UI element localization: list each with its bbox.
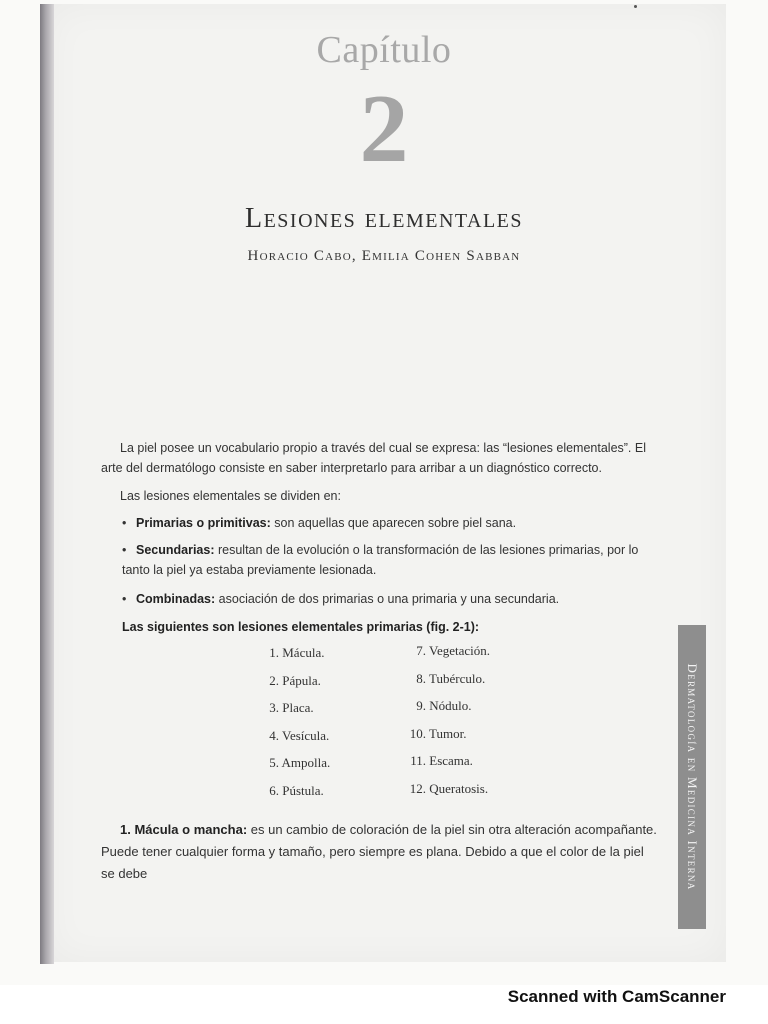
lesion-list-right <box>409 643 490 808</box>
chapter-word: Capítulo <box>316 29 452 71</box>
list-label: Ampolla. <box>281 755 331 770</box>
bullet-icon: • <box>122 543 127 557</box>
list-label: Queratosis. <box>429 780 489 796</box>
bullet-term: Secundarias: <box>136 543 215 557</box>
bullet-text: son aquellas que aparecen sobre piel sana. <box>270 516 517 530</box>
list-label: Vesícula. <box>282 727 330 743</box>
list-number: 2. <box>269 672 279 688</box>
chapter-number: 2 <box>359 75 409 183</box>
list-item <box>266 700 330 728</box>
list-number: 3. <box>269 700 279 715</box>
bullet-primarias <box>122 513 662 533</box>
list-item <box>409 671 490 699</box>
list-label: Pápula. <box>282 672 321 688</box>
list-item <box>409 643 490 671</box>
bullet-term: Primarias o primitivas: <box>136 516 271 530</box>
list-item <box>266 755 330 783</box>
list-label: Nódulo. <box>429 698 472 713</box>
bullet-icon: • <box>122 592 127 606</box>
list-label: Tubérculo. <box>429 670 486 686</box>
list-label: Pústula. <box>282 782 324 798</box>
bullet-icon: • <box>122 516 127 530</box>
lesion-list-left <box>266 645 330 810</box>
list-number: 9. <box>416 698 426 713</box>
bullet-text: asociación de dos primarias o una primaria y una secundaria. <box>215 592 560 606</box>
bullet-secundarias <box>122 540 662 580</box>
scanner-watermark: Scanned with CamScanner <box>507 987 726 1006</box>
macula-paragraph <box>101 819 657 885</box>
list-number: 7. <box>416 643 426 658</box>
list-number: 10. <box>409 725 426 741</box>
intro-paragraph: La piel posee un vocabulario propio a través del cual se expresa: las “lesiones elementales”. El arte del dermatólogo consiste en saber interpretarlo para arribar a un diagnóstico correcto. <box>101 441 646 475</box>
bullet-text: resultan de la evolución o la transformación de las lesiones primarias, por lo tanto la piel ya estaba previamente lesionada. <box>122 543 639 577</box>
list-item <box>409 753 490 781</box>
list-item <box>266 783 330 811</box>
list-number: 8. <box>416 670 426 686</box>
bullet-term: Combinadas: <box>136 592 216 606</box>
list-item <box>266 645 330 673</box>
scan-speck <box>634 5 637 8</box>
list-label: Mácula. <box>282 645 325 660</box>
list-number: 4. <box>269 727 279 743</box>
list-item <box>266 728 330 756</box>
list-item <box>409 781 490 809</box>
list-heading: Las siguientes son lesiones elementales primarias (fig. 2-1): <box>122 620 480 634</box>
chapter-authors: Horacio Cabo, Emilia Cohen Sabban <box>247 248 521 264</box>
macula-text: es un cambio de coloración de la piel sin otra alteración acompañante. Puede tener cualquier forma y tamaño, pero siempre es plana. Debido a que el color de la piel se debe <box>101 822 657 881</box>
list-label: Escama. <box>429 753 473 768</box>
list-item <box>409 698 490 726</box>
list-label: Tumor. <box>429 725 467 741</box>
chapter-title: Lesiones elementales <box>244 203 524 234</box>
classification-intro: Las lesiones elementales se dividen en: <box>120 489 341 503</box>
list-item <box>409 726 490 754</box>
list-item <box>266 673 330 701</box>
list-number: 6. <box>269 782 279 798</box>
list-number: 12. <box>409 780 426 796</box>
list-number: 11. <box>410 753 426 768</box>
list-label: Placa. <box>282 700 314 715</box>
side-tab-label: Dermatología en Medicina Interna <box>685 663 700 891</box>
bullet-combinadas <box>122 589 662 609</box>
macula-term: 1. Mácula o mancha: <box>120 822 248 837</box>
list-number: 5. <box>269 755 279 770</box>
list-number: 1. <box>269 645 279 660</box>
list-label: Vegetación. <box>429 643 491 658</box>
